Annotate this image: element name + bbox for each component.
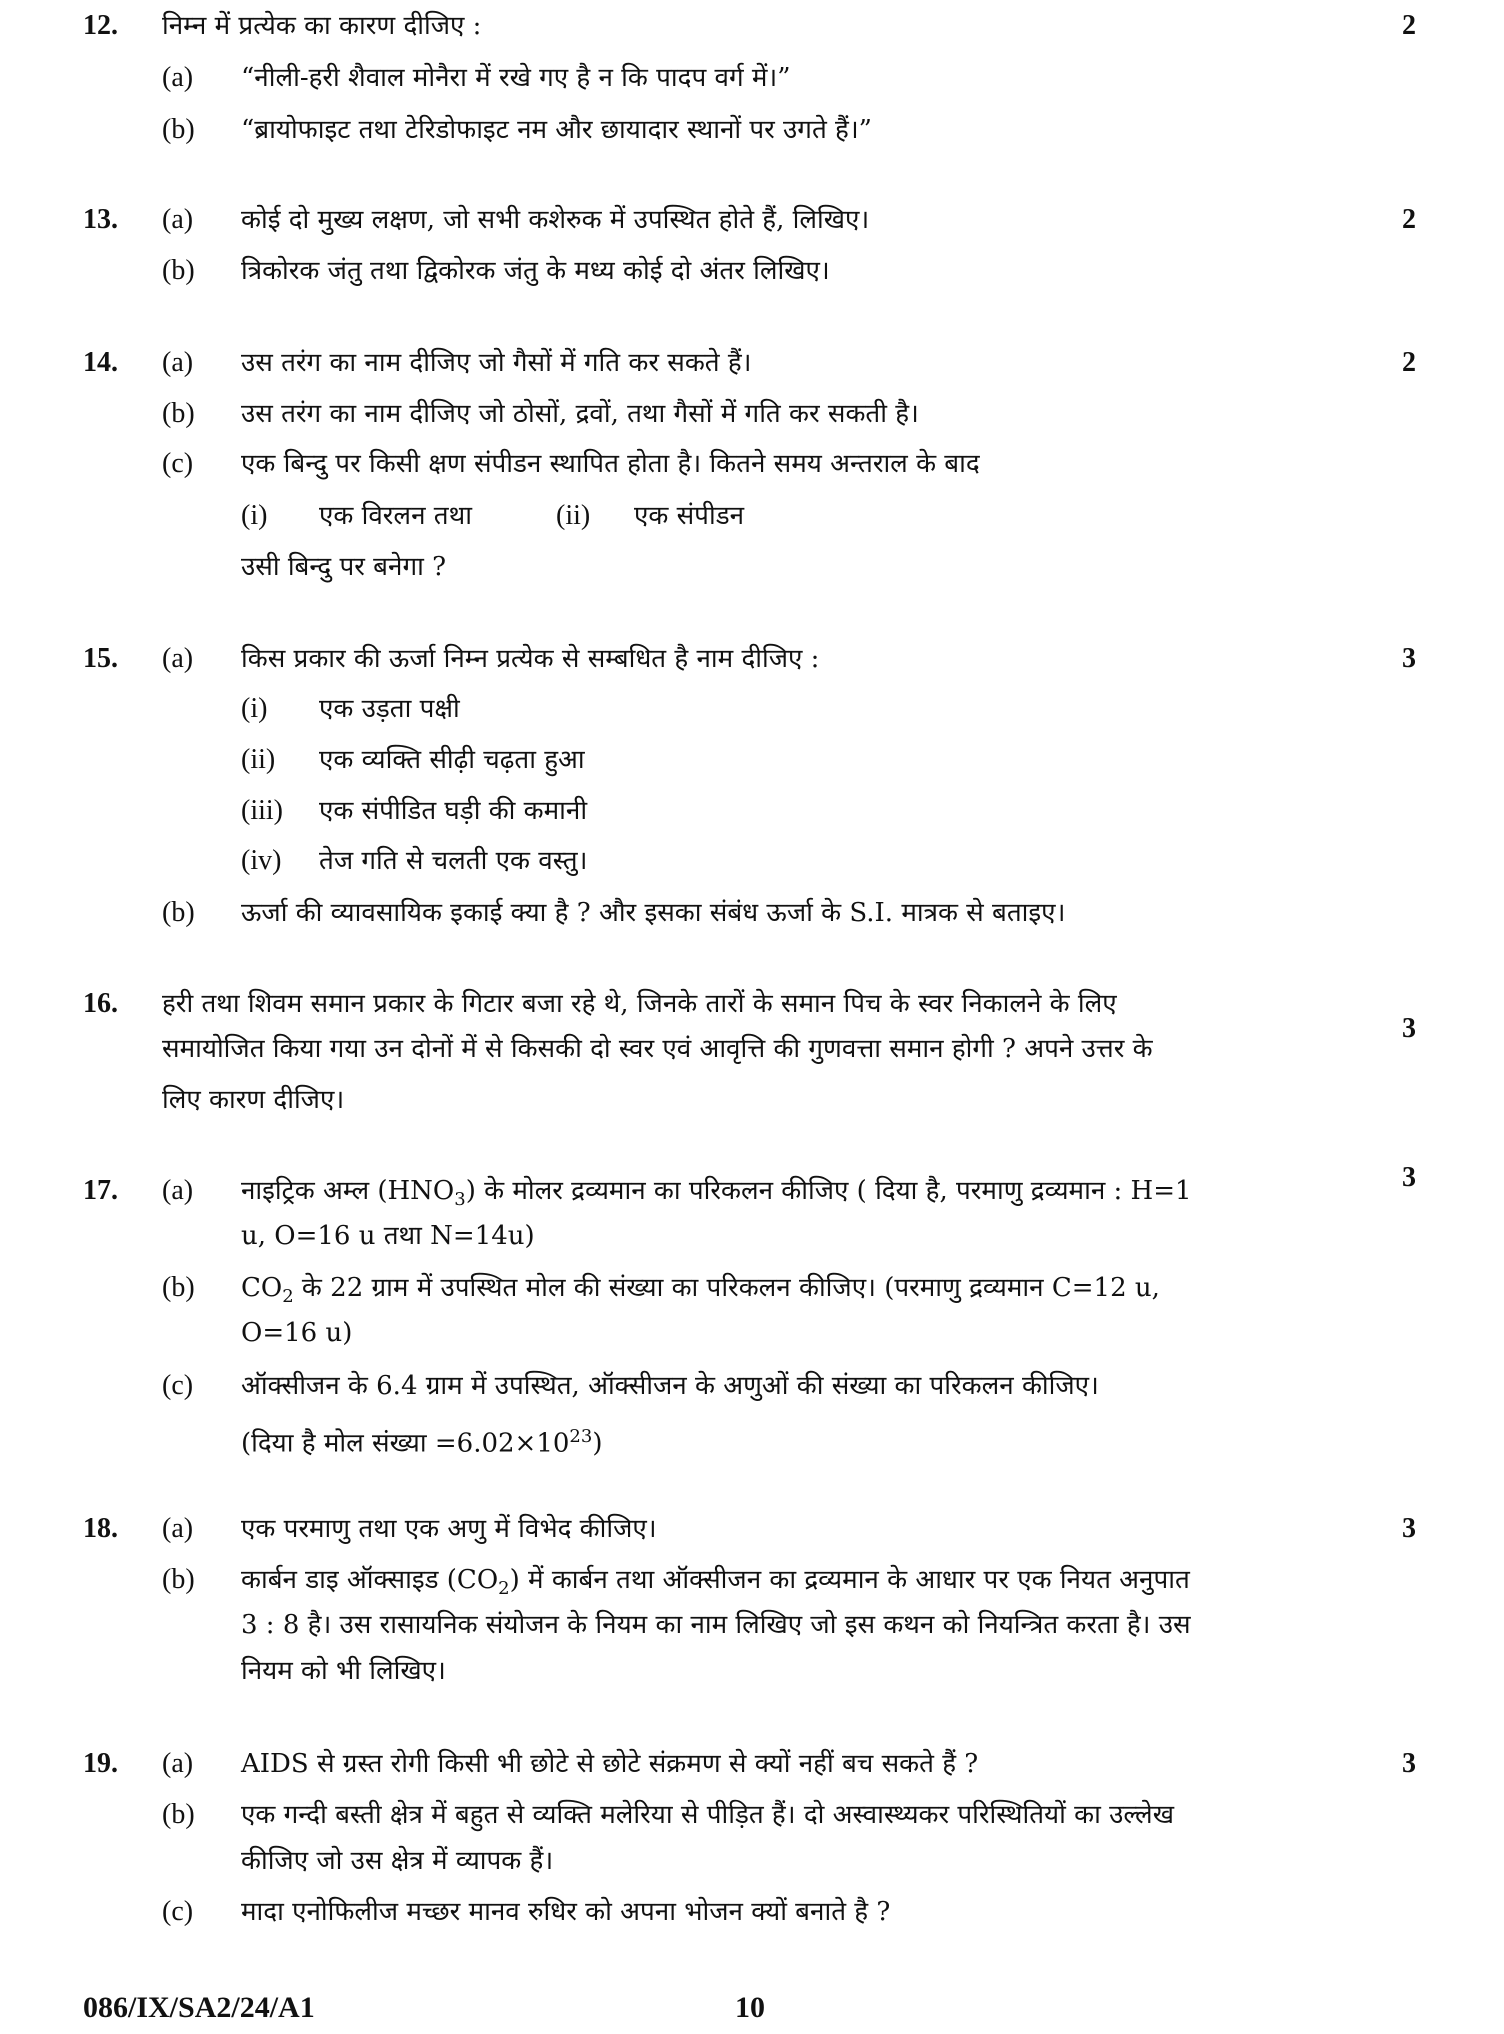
part-label: (b) — [162, 1564, 195, 1595]
subpart-label: (i) — [241, 500, 268, 531]
subpart-label: (i) — [241, 693, 268, 724]
part-label: (a) — [162, 1748, 194, 1779]
part-continuation: 3 : 8 है। उस रासायनिक संयोजन के नियम का नाम लिखिए जो इस कथन को नियन्त्रित करता है। उस — [241, 1610, 1191, 1640]
part-label: (b) — [162, 255, 195, 286]
question-number: 12. — [83, 10, 118, 41]
subpart-label: (iii) — [241, 795, 283, 826]
question-stem: निम्न में प्रत्येक का कारण दीजिए : — [162, 11, 482, 41]
part-text: एक बिन्दु पर किसी क्षण संपीडन स्थापित होता है। कितने समय अन्तराल के बाद — [241, 449, 980, 479]
part-label: (b) — [162, 398, 195, 429]
part-text: AIDS से ग्रस्त रोगी किसी भी छोटे से छोटे संक्रमण से क्यों नहीं बच सकते हैं ? — [241, 1749, 979, 1779]
part-text: कार्बन डाइ ऑक्साइड $(CO_2)$ में कार्बन तथा ऑक्सीजन का द्रव्यमान के आधार पर एक नियत अनुपात — [241, 1565, 1190, 1600]
part-label: (c) — [162, 448, 194, 479]
question-number: 15. — [83, 643, 118, 674]
part-text: त्रिकोरक जंतु तथा द्विकोरक जंतु के मध्य कोई दो अंतर लिखिए। — [241, 256, 830, 286]
question-number: 18. — [83, 1513, 118, 1544]
marks: 3 — [1402, 643, 1416, 674]
part-label: (b) — [162, 1272, 195, 1303]
part-label: (a) — [162, 1175, 194, 1206]
part-label: (c) — [162, 1370, 194, 1401]
part-text: $CO_2$ के 22 ग्राम में उपस्थित मोल की संख्या का परिकलन कीजिए। (परमाणु द्रव्यमान C=12 u, — [241, 1273, 1160, 1308]
subpart-text: एक व्यक्ति सीढ़ी चढ़ता हुआ — [319, 745, 585, 775]
subpart-label: (ii) — [556, 500, 591, 531]
part-label: (a) — [162, 1513, 194, 1544]
question-number: 17. — [83, 1175, 118, 1206]
subpart-text: एक संपीडित घड़ी की कमानी — [319, 796, 588, 826]
part-label: (c) — [162, 1896, 194, 1927]
part-text: नाइट्रिक अम्ल $(HNO_3)$ के मोलर द्रव्यमान का परिकलन कीजिए ( दिया है, परमाणु द्रव्यमान : H=1 — [241, 1176, 1192, 1211]
part-text: उस तरंग का नाम दीजिए जो ठोसों, द्रवों, तथा गैसों में गति कर सकती है। — [241, 399, 919, 429]
subpart-text: तेज गति से चलती एक वस्तु। — [319, 846, 588, 876]
subpart-text: एक संपीडन — [634, 501, 745, 531]
part-continuation: नियम को भी लिखिए। — [241, 1656, 446, 1686]
part-text: ऑक्सीजन के 6.4 ग्राम में उपस्थित, ऑक्सीजन के अणुओं की संख्या का परिकलन कीजिए। — [241, 1371, 1099, 1401]
subpart-label: (iv) — [241, 845, 282, 876]
question-number: 14. — [83, 347, 118, 378]
part-label: (a) — [162, 347, 194, 378]
part-text: कोई दो मुख्य लक्षण, जो सभी कशेरुक में उपस्थित होते हैं, लिखिए। — [241, 205, 870, 235]
subpart-label: (ii) — [241, 744, 276, 775]
question-text-line: लिए कारण दीजिए। — [162, 1085, 345, 1115]
part-label: (b) — [162, 1799, 195, 1830]
part-text: किस प्रकार की ऊर्जा निम्न प्रत्येक से सम्बधित है नाम दीजिए : — [241, 644, 820, 674]
page-number: 10 — [735, 1991, 765, 2024]
subpart-text: एक उड़ता पक्षी — [319, 694, 460, 724]
marks: 2 — [1402, 10, 1416, 41]
question-text-line: समायोजित किया गया उन दोनों में से किसकी दो स्वर एवं आवृत्ति की गुणवत्ता समान होगी ? अपने उत्तर के — [162, 1034, 1153, 1064]
part-text: “ब्रायोफाइट तथा टेरिडोफाइट नम और छायादार स्थानों पर उगते हैं।” — [241, 115, 872, 145]
part-label: (a) — [162, 643, 194, 674]
part-text: उस तरंग का नाम दीजिए जो गैसों में गति कर सकते हैं। — [241, 348, 752, 378]
part-text: एक परमाणु तथा एक अणु में विभेद कीजिए। — [241, 1514, 657, 1544]
marks: 3 — [1402, 1013, 1416, 1044]
paper-code: 086/IX/SA2/24/A1 — [83, 1991, 315, 2024]
marks: 2 — [1402, 204, 1416, 235]
subpart-text: एक विरलन तथा — [319, 501, 472, 531]
part-continuation: उसी बिन्दु पर बनेगा ? — [241, 552, 447, 582]
part-continuation: O=16 u) — [241, 1318, 353, 1348]
question-number: 16. — [83, 988, 118, 1019]
part-label: (a) — [162, 62, 194, 93]
part-text: एक गन्दी बस्ती क्षेत्र में बहुत से व्यक्ति मलेरिया से पीड़ित हैं। दो अस्वास्थ्यकर परिस्थितियों का उल्लेख — [241, 1800, 1174, 1830]
part-continuation: u, O=16 u तथा N=14u) — [241, 1221, 535, 1251]
marks: 3 — [1402, 1513, 1416, 1544]
question-number: 19. — [83, 1748, 118, 1779]
part-text: ऊर्जा की व्यावसायिक इकाई क्या है ? और इसका संबंध ऊर्जा के S.I. मात्रक से बताइए। — [241, 898, 1066, 928]
part-label: (a) — [162, 204, 194, 235]
question-text-line: हरी तथा शिवम समान प्रकार के गिटार बजा रहे थे, जिनके तारों के समान पिच के स्वर निकालने के लिए — [162, 989, 1117, 1019]
part-label: (b) — [162, 114, 195, 145]
part-text: मादा एनोफिलीज मच्छर मानव रुधिर को अपना भोजन क्यों बनाते है ? — [241, 1897, 891, 1927]
marks: 2 — [1402, 347, 1416, 378]
part-continuation: कीजिए जो उस क्षेत्र में व्यापक हैं। — [241, 1846, 554, 1876]
part-text: “नीली-हरी शैवाल मोनैरा में रखे गए है न कि पादप वर्ग में।” — [241, 63, 791, 93]
part-continuation: (दिया है मोल संख्या $=6.02\times 10^{23}$) — [241, 1426, 603, 1459]
part-label: (b) — [162, 897, 195, 928]
marks: 3 — [1402, 1748, 1416, 1779]
marks: 3 — [1402, 1162, 1416, 1193]
question-number: 13. — [83, 204, 118, 235]
